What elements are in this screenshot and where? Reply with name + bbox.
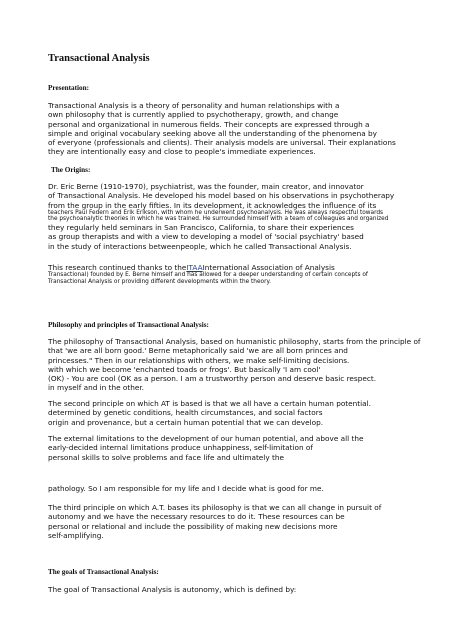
text-line: simple and original vocabulary seeking above all the understanding of the phenomena by <box>48 128 377 138</box>
text-line: of everyone (professionals and clients). Their analysis models are universal. Their explanations <box>48 138 396 148</box>
goals-heading: The goals of Transactional Analysis: <box>48 568 159 576</box>
text-line: self-amplifying. <box>48 530 104 540</box>
document-title: Transactional Analysis <box>48 53 150 64</box>
text-line: personal skills to solve problems and face life and ultimately the <box>48 452 284 462</box>
text-line: Transactional Analysis is a theory of personality and human relationships with a <box>48 101 340 110</box>
text-line: they are intentionally easy and close to people's immediate experiences. <box>48 147 316 157</box>
text-line: pathology. So I am responsible for my life and I decide what is good for me. <box>48 484 324 493</box>
text-line-small: the psychoanalytic theories in which he was trained. He surrounded himself with a team of colleagues and organized <box>48 216 389 223</box>
presentation-paragraph <box>48 101 396 157</box>
text-line: in myself and in the other. <box>48 383 145 393</box>
philosophy-paragraph-3 <box>48 434 363 462</box>
presentation-heading: Presentation: <box>48 84 89 92</box>
text-line: from the group in the early fifties. In its development, it acknowledges the influence of its <box>48 200 377 210</box>
text-line: The external limitations to the development of our human potential, and above all the <box>48 434 364 443</box>
text-line: with which we become 'enchanted toads or frogs'. But basically 'I am cool' <box>48 364 321 374</box>
text-line-small: teachers Paul Federn and Erik Erikson, with whom he underwent psychoanalysis. He was always respectful towards <box>48 209 384 216</box>
text-line: as group therapists and with a view to developing a model of 'social psychiatry' based <box>48 232 364 242</box>
text-line: determined by genetic conditions, health circumstances, and social factors <box>48 408 323 418</box>
research-paragraph <box>48 263 368 285</box>
text-line: that 'we are all born good.' Berne metaphorically said 'we are all born princes and <box>48 346 348 356</box>
origins-paragraph <box>48 182 394 251</box>
text-line: princesses." Then in our relationships with others, we make self-limiting decisions. <box>48 355 350 365</box>
research-prefix: This research continued thanks to the <box>48 263 187 272</box>
text-line: of Transactional Analysis. He developed his model based on his observations in psychotherapy <box>48 191 395 201</box>
text-line: The second principle on which AT is based is that we all have a certain human potential. <box>48 399 371 408</box>
text-line: The goal of Transactional Analysis is autonomy, which is defined by: <box>48 585 297 594</box>
itaa-link[interactable]: ITAA <box>186 263 203 272</box>
origins-heading: The Origins: <box>51 166 91 174</box>
philosophy-paragraph-4 <box>48 484 324 493</box>
text-line-small: Transactional) founded by E. Berne himself and has allowed for a deeper understanding of certain concepts of <box>48 272 368 279</box>
philosophy-heading: Philosophy and principles of Transactional Analysis: <box>48 321 209 329</box>
philosophy-paragraph-5 <box>48 503 381 540</box>
text-line: in the study of interactions betweenpeople, which he called Transactional Analysis. <box>48 241 352 251</box>
research-line <box>48 263 368 272</box>
text-line: personal and organizational in numerous fields. Their concepts are expressed through a <box>48 119 370 129</box>
text-line: autonomy and we have the necessary resources to do it. These resources can be <box>48 512 345 522</box>
text-line-small: Transactional Analysis or providing different developments within the theory. <box>48 278 271 285</box>
philosophy-paragraph-2 <box>48 399 371 427</box>
text-line: origin and provenance, but a certain human potential that we can develop. <box>48 417 324 427</box>
text-line: they regularly held seminars in San Francisco, California, to share their experiences <box>48 223 354 233</box>
text-line: personal or relational and include the possibility of making new decisions more <box>48 521 338 531</box>
philosophy-paragraph-1 <box>48 337 421 393</box>
text-line: early-decided internal limitations produce unhappiness, self-limitation of <box>48 443 313 453</box>
research-suffix: International Association of Analysis <box>202 263 335 272</box>
text-line: (OK) - You are cool (OK as a person. I am a trustworthy person and deserve basic respect. <box>48 374 377 384</box>
text-line: own philosophy that is currently applied to psychotherapy, growth, and change <box>48 110 339 120</box>
text-line: The third principle on which A.T. bases its philosophy is that we can all change in pursuit of <box>48 503 382 512</box>
goals-paragraph <box>48 585 296 594</box>
text-line: The philosophy of Transactional Analysis, based on humanistic philosophy, starts from the principle of <box>48 337 421 346</box>
text-line: Dr. Eric Berne (1910-1970), psychiatrist, was the founder, main creator, and innovator <box>48 182 364 191</box>
